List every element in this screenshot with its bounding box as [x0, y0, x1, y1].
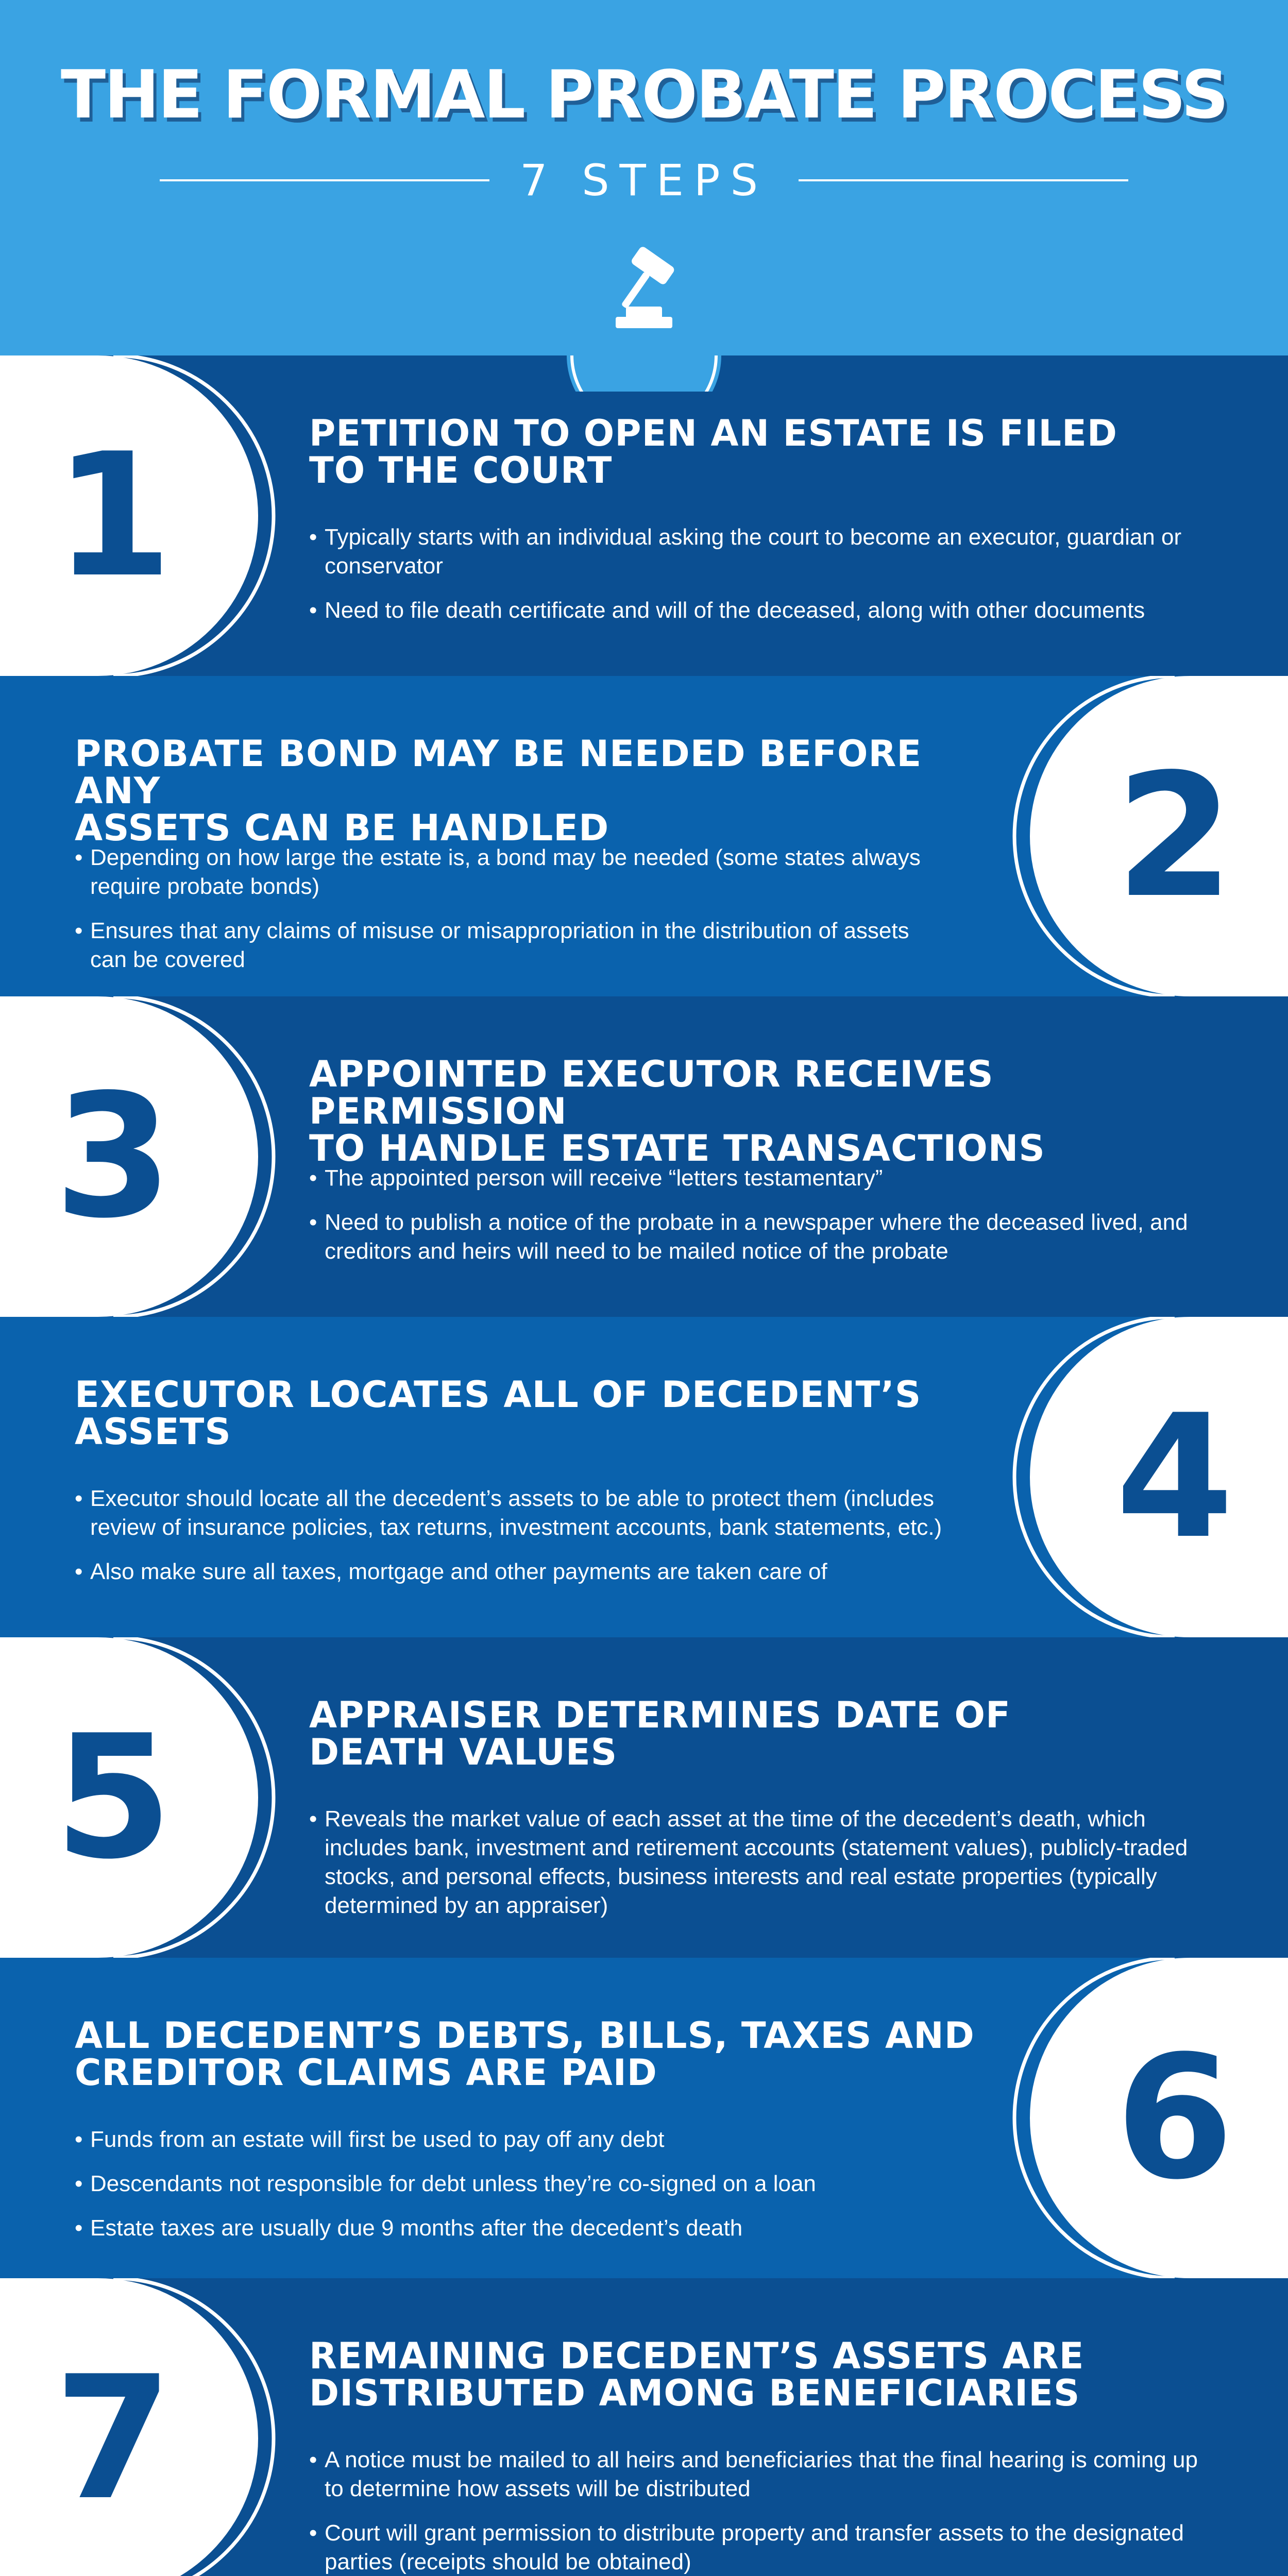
step-title-line: APPRAISER DETERMINES DATE OF [309, 1694, 1011, 1736]
step-title [309, 412, 1236, 492]
step-title-line: CREDITOR CLAIMS ARE PAID [75, 2052, 657, 2094]
step-number: 4 [1115, 1378, 1234, 1576]
step-bullet: • Ensures that any claims of misuse or misappropriation in the distribution of assets can be covered [75, 917, 951, 974]
page-title: THE FORMAL PROBATE PROCESS [60, 57, 1228, 133]
step-bullet: • Need to publish a notice of the probate in a newspaper where the deceased lived, and creditors and heirs will need to be mailed notice of the probate [309, 1208, 1216, 1266]
step-bullet: • Reveals the market value of each asset at the time of the decedent’s death, which includes bank, investment and retirement accounts (statement values), publicly-traded stocks, and personal effects, business interests and real estate properties (typically determined by an appraiser) [309, 1805, 1216, 1920]
step-6 [0, 1958, 1288, 2278]
step-title [309, 1694, 1236, 1773]
step-title-line: ASSETS [75, 1411, 231, 1453]
step-number: 5 [54, 1699, 173, 1896]
step-number: 7 [54, 2340, 173, 2537]
page-subtitle: 7 STEPS [520, 155, 768, 206]
step-title [309, 2337, 1236, 2412]
step-title-line: TO THE COURT [309, 449, 613, 492]
step-title [75, 2014, 981, 2094]
step-title-line: TO HANDLE ESTATE TRANSACTIONS [309, 1127, 1045, 1170]
step-bullet: • Estate taxes are usually due 9 months after the decedent’s death [75, 2214, 951, 2243]
step-number: 2 [1115, 737, 1234, 935]
step-title-line: REMAINING DECEDENT’S ASSETS ARE [309, 2335, 1084, 2377]
step-bullet: • Need to file death certificate and will of the deceased, along with other documents [309, 596, 1216, 625]
step-bullet: • The appointed person will receive “letters testamentary” [309, 1164, 1216, 1193]
step-number: 3 [54, 1058, 173, 1256]
step-bullets [75, 843, 951, 990]
step-1 [0, 355, 1288, 676]
step-4 [0, 1317, 1288, 1637]
gavel-icon [567, 216, 721, 392]
step-title-line: PROBATE BOND MAY BE NEEDED BEFORE ANY [75, 733, 922, 812]
step-title-line: PETITION TO OPEN AN ESTATE IS FILED [309, 412, 1117, 454]
step-title [75, 1374, 981, 1453]
step-bullets [75, 1484, 951, 1602]
step-bullets [309, 1805, 1216, 1936]
step-bullet: • Funds from an estate will first be used to pay off any debt [75, 2125, 951, 2154]
step-7 [0, 2278, 1288, 2576]
step-title-line: DEATH VALUES [309, 1731, 618, 1773]
step-bullet: • Executor should locate all the decedent’s assets to be able to protect them (includes review of insurance policies, tax returns, investment accounts, bank statements, etc.) [75, 1484, 951, 1542]
step-title [309, 1053, 1236, 1170]
step-bullet: • Court will grant permission to distribute property and transfer assets to the designated parties (receipts should be obtained) [309, 2519, 1216, 2576]
step-bullets [309, 2446, 1216, 2576]
step-bullets [75, 2125, 951, 2258]
step-bullet: • Also make sure all taxes, mortgage and other payments are taken care of [75, 1557, 951, 1586]
step-number: 1 [54, 417, 173, 615]
step-3 [0, 996, 1288, 1317]
step-bullet: • A notice must be mailed to all heirs and beneficiaries that the final hearing is coming up to determine how assets will be distributed [309, 2446, 1216, 2503]
step-title-line: DISTRIBUTED AMONG BENEFICIARIES [309, 2372, 1080, 2414]
step-title [75, 733, 981, 849]
step-title-line: ASSETS CAN BE HANDLED [75, 807, 609, 849]
step-5 [0, 1637, 1288, 1958]
step-number: 6 [1115, 2019, 1234, 2217]
step-bullet: • Depending on how large the estate is, a bond may be needed (some states always require probate bonds) [75, 843, 951, 901]
step-bullet: • Descendants not responsible for debt unless they’re co-signed on a loan [75, 2170, 951, 2198]
step-title-line: APPOINTED EXECUTOR RECEIVES PERMISSION [309, 1053, 994, 1132]
step-bullets [309, 1164, 1216, 1281]
step-title-line: EXECUTOR LOCATES ALL OF DECEDENT’S [75, 1374, 922, 1416]
subtitle-row [0, 155, 1288, 206]
step-title-line: ALL DECEDENT’S DEBTS, BILLS, TAXES AND [75, 2014, 975, 2057]
step-bullets [309, 523, 1216, 640]
step-2 [0, 676, 1288, 996]
step-bullet: • Typically starts with an individual asking the court to become an executor, guardian or conservator [309, 523, 1216, 581]
